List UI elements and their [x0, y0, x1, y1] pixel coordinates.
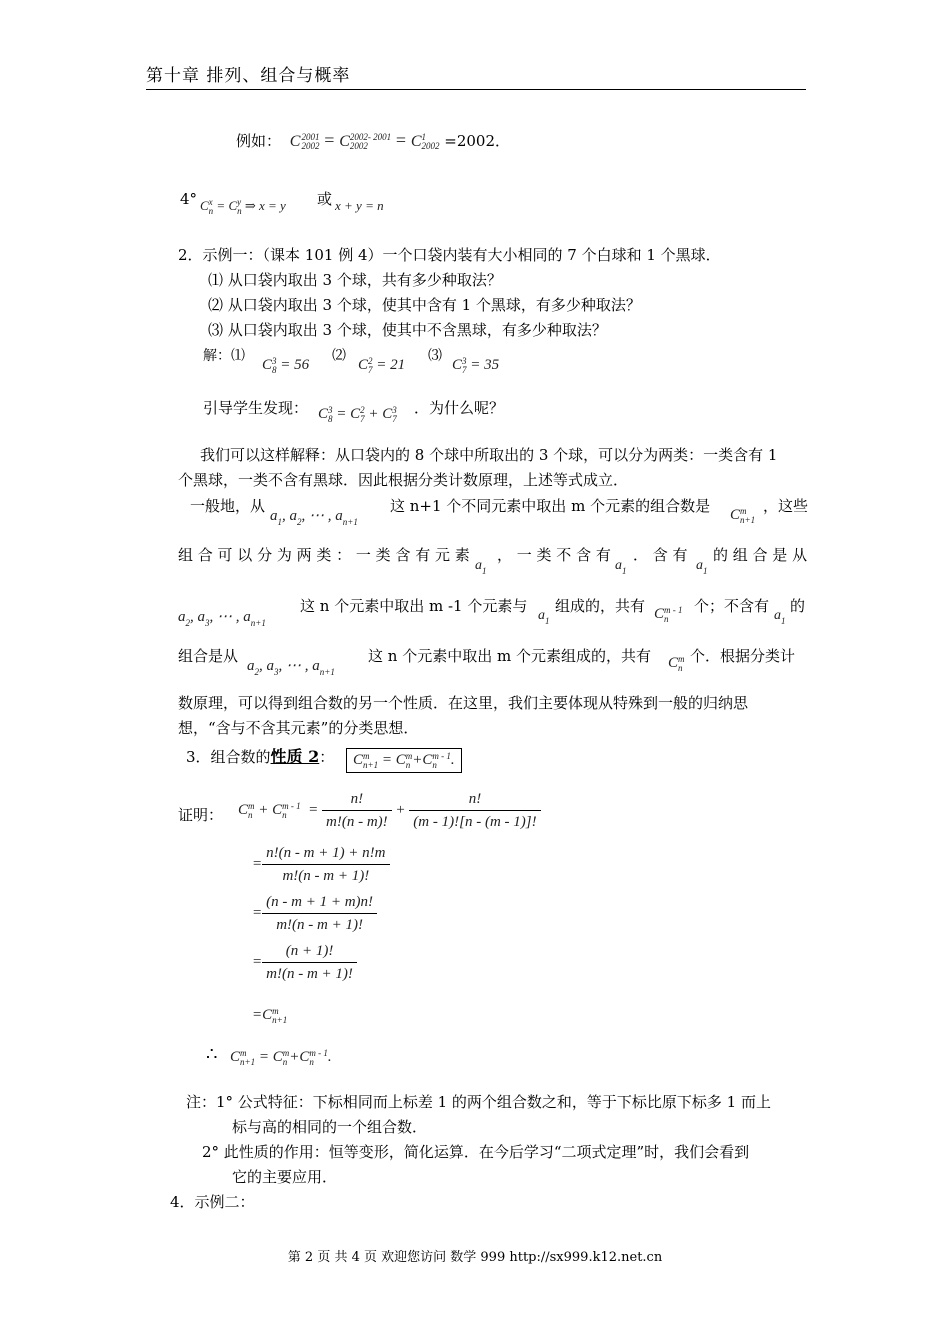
general-1b: 这 n+1 个不同元素中取出 m 个元素的组合数是 [390, 497, 711, 515]
general-2a: 组 合 可 以 分 为 两 类 ： 一 类 含 有 元 素 [178, 546, 470, 564]
general-a1-4: $a_1$ [538, 608, 550, 626]
general-3d: 的 [790, 597, 806, 615]
header-rule [146, 89, 806, 90]
general-5: 数原理，可以得到组合数的另一个性质．在这里，我们主要体现从特殊到一般的归纳思 [178, 694, 749, 712]
example-result: =2002． [444, 132, 511, 150]
therefore-formula: C m n+1 = C m n +C m - 1 n . [230, 1047, 332, 1067]
general-seq-2: $a_2$, $a_3$, ⋯ , $a_{n+1}$ [178, 609, 266, 628]
solution-1: C 3 8 = 56 [262, 355, 310, 375]
general-4a: 组合是从 [178, 647, 239, 665]
proof-line-1: C m n + C m - 1 n = $\frac{n!}{m!(n - m)!}$ + $\frac{n!}{(m - 1)![n - (m - 1)]!}$ [238, 790, 541, 831]
item4-or: 或 [317, 190, 333, 208]
general-3b: 组成的，共有 [555, 597, 646, 615]
general-6: 想，“含与不含其元素”的分类思想． [178, 719, 419, 737]
general-4c: 个．根据分类计 [690, 647, 796, 665]
guide-suffix: ．为什么呢？ [414, 399, 505, 417]
sec4-title: 4．示例二： [170, 1193, 255, 1211]
general-2d: 的 组 合 是 从 [713, 546, 808, 564]
general-3a: 这 n 个元素中取出 m -1 个元素与 [300, 597, 528, 615]
note-1a: 注：1° 公式特征：下标相同而上标差 1 的两个组合数之和，等于下标比原下标多 1 而上 [186, 1093, 771, 1111]
general-a1-1: $a_1$ [475, 558, 487, 576]
item4-tail: x + y = n [335, 198, 384, 213]
general-2b: ， 一 类 不 含 有 [497, 546, 611, 564]
general-1a: 一般地，从 [190, 497, 266, 515]
explain-line-1: 我们可以这样解释：从口袋内的 8 个球中所取出的 3 个球，可以分为两类：一类含有 1 [200, 446, 778, 464]
sec2-title: 2．示例一：（课本 101 例 4）一个口袋内装有大小相同的 7 个白球和 1 个黑球． [178, 246, 721, 264]
general-a1-5: $a_1$ [774, 608, 786, 626]
general-4b: 这 n 个元素中取出 m 个元素组成的，共有 [368, 647, 651, 665]
general-a1-3: $a_1$ [696, 558, 708, 576]
example-line: 例如： C 2001 2002 = C 2002- 2001 2002 = C 1 2002 =2002． [236, 130, 511, 152]
item4-formula: C x n = C y n ⇒ x = y [200, 197, 286, 217]
proof-line-4: = $\frac{(n + 1)!}{m!(n - m + 1)!}$ [252, 942, 357, 983]
general-a1-2: $a_1$ [615, 558, 627, 576]
sec2-q2: ⑵ 从口袋内取出 3 个球，使其中含有 1 个黑球，有多少种取法？ [208, 296, 641, 314]
proof-label: 证明： [178, 806, 224, 824]
general-seq-3: $a_2$, $a_3$, ⋯ , $a_{n+1}$ [247, 658, 335, 677]
general-seq-1: $a_1$, $a_2$, ⋯ , $a_{n+1}$ [270, 508, 358, 527]
solution-label: 解：⑴ [203, 348, 245, 364]
note-2b: 它的主要应用． [232, 1168, 338, 1186]
solution-2-label: ⑵ [332, 348, 346, 364]
page-footer: 第 2 页 共 4 页 欢迎您访问 数学 999 http://sx999.k12.net.cn [287, 1250, 663, 1265]
general-3c: 个；不含有 [694, 597, 770, 615]
general-c3: C m n [668, 653, 685, 673]
guide-prefix: 引导学生发现： [203, 399, 309, 417]
solution-2: C 2 7 = 21 [358, 355, 406, 375]
note-1b: 标与高的相同的一个组合数． [232, 1118, 428, 1136]
item4-label: 4° [180, 190, 198, 208]
property-2-formula: C m n+1 = C m n +C m - 1 n . [346, 748, 462, 773]
general-c1: C m n+1 [730, 505, 756, 525]
general-1c: ，这些 [763, 497, 809, 515]
sec3-label: 3．组合数的性质 2： [186, 747, 335, 766]
solution-3-label: ⑶ [428, 348, 442, 364]
sec2-q1: ⑴ 从口袋内取出 3 个球，共有多少种取法？ [208, 271, 502, 289]
solution-3: C 3 7 = 35 [452, 355, 500, 375]
page-header-title: 第十章 排列、组合与概率 [146, 66, 351, 86]
general-2c: ． 含 有 [633, 546, 688, 564]
sec2-q3: ⑶ 从口袋内取出 3 个球，使其中不含黑球，有多少种取法？ [208, 321, 607, 339]
proof-line-3: = $\frac{(n - m + 1 + m)n!}{m!(n - m + 1)!}$ [252, 893, 377, 934]
explain-line-2: 个黑球，一类不含有黑球．因此根据分类计数原理，上述等式成立． [178, 471, 629, 489]
guide-formula: C 3 8 = C 2 7 + C 3 7 [318, 404, 397, 424]
example-prefix: 例如： [236, 132, 282, 150]
proof-line-5: =C m n+1 [252, 1005, 288, 1025]
note-2a: 2° 此性质的作用：恒等变形，简化运算．在今后学习“二项式定理”时，我们会看到 [202, 1143, 750, 1161]
proof-line-2: = $\frac{n!(n - m + 1) + n!m}{m!(n - m + 1)!}$ [252, 844, 390, 885]
general-c2: C m - 1 n [654, 604, 683, 624]
therefore-symbol: ∴ [206, 1044, 218, 1065]
